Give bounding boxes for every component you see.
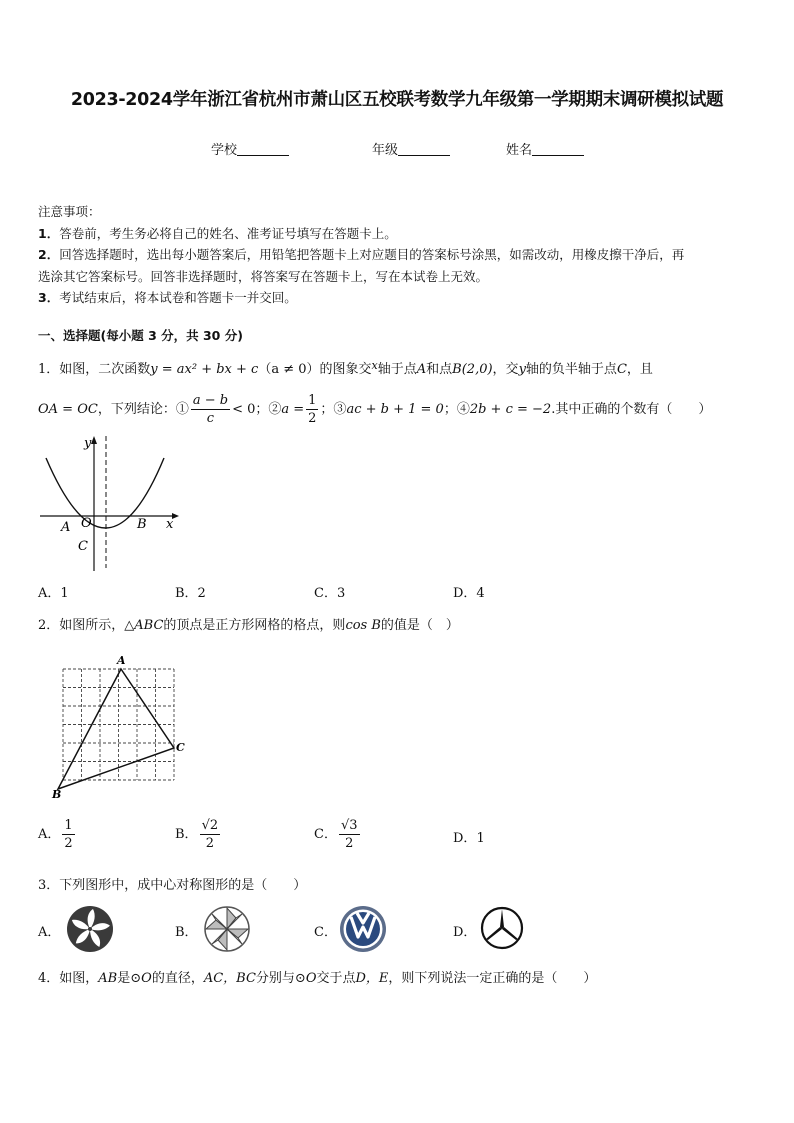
graph-label-O: O: [81, 516, 92, 531]
name-blank: [532, 142, 584, 156]
y-axis-arrow: [91, 436, 97, 444]
graph-label-x: x: [166, 517, 174, 532]
q3-option-c-label: C．: [314, 925, 337, 940]
pinwheel-icon: [203, 905, 251, 953]
q1-line2: OA = OC，下列结论：① $\frac{a - b}{c}$ < 0；②a = $\frac{1}{2}$ ；③ac + b + 1 = 0；④2b + c = −2.其中正确的个数有（ ）: [38, 393, 712, 426]
note-1: 1．答卷前，考生务必将自己的姓名、准考证号填写在答题卡上。: [38, 225, 397, 241]
q2-option-d: D．1: [453, 831, 485, 846]
note-2a: 2．回答选择题时，选出每小题答案后，用铅笔把答题卡上对应题目的答案标号涂黑，如需改动，用橡皮擦干净后，再: [38, 247, 685, 262]
volkswagen-logo-icon: [339, 905, 387, 953]
vertex-label-C: C: [176, 741, 185, 754]
vertex-label-A: A: [117, 654, 126, 667]
graph-label-B: B: [137, 517, 147, 532]
q3-line1: 3．下列图形中，成中心对称图形的是（ ）: [38, 878, 307, 893]
q2-line1: 2．如图所示，△ABC的顶点是正方形网格的格点，则cos B的值是（ ）: [38, 618, 459, 633]
q1-option-c: C．3: [314, 586, 346, 601]
triangle-abc: [58, 669, 174, 789]
graph-label-y: y: [84, 436, 92, 451]
mercedes-logo-icon: [479, 905, 525, 951]
notes-heading: 注意事项：: [38, 204, 101, 219]
q2-option-c: C． $\frac{√3}{2}$: [314, 818, 358, 851]
q1-option-d: D．4: [453, 586, 485, 601]
school-field: [211, 139, 289, 158]
q3-option-a-label: A．: [38, 925, 61, 940]
grade-blank: [398, 142, 450, 156]
name-field: [506, 139, 584, 158]
note-3: 3．考试结束后，将本试卷和答题卡一并交回。: [38, 290, 297, 305]
q1-option-b: B．2: [175, 586, 206, 601]
q2-option-a: A． $\frac{1}{2}$: [38, 818, 73, 851]
bauhinia-emblem-icon: [66, 905, 114, 953]
notes-block: [38, 201, 758, 309]
q4-line1: 4．如图，AB是⊙O的直径，AC，BC分别与⊙O交于点D，E，则下列说法一定正确的是（ ）: [38, 971, 597, 986]
school-label: 学校: [211, 143, 238, 158]
q1-fraction-half: $\frac{1}{2}$: [308, 393, 317, 426]
vertex-label-B: B: [52, 788, 62, 801]
q1-fraction-1: $\frac{a - b}{c}$: [192, 393, 229, 426]
grade-field: [372, 139, 450, 158]
q2-grid-triangle-figure: [50, 652, 200, 802]
grade-label: 年级: [372, 143, 399, 158]
graph-label-A: A: [61, 520, 71, 535]
q3-option-b-label: B．: [175, 925, 198, 940]
section-title: 一、选择题(每小题 3 分，共 30 分): [38, 328, 243, 343]
q1-option-a: A．1: [38, 586, 69, 601]
q3-option-d-label: D．: [453, 925, 477, 940]
graph-label-C: C: [78, 539, 88, 554]
q1-parabola-figure: [36, 432, 186, 574]
page-title: 2023-2024学年浙江省杭州市萧山区五校联考数学九年级第一学期期末调研模拟试题: [70, 90, 724, 110]
note-2b: 选涂其它答案标号。回答非选择题时，将答案写在答题卡上，写在本试卷上无效。: [38, 268, 489, 284]
school-blank: [237, 142, 289, 156]
q2-option-b: B． $\frac{√2}{2}$: [175, 818, 219, 851]
q1-line1: 1．如图，二次函数y = ax² + bx + c（a ≠ 0）的图象交$^x$轴于点A和点B(2,0)，交y轴的负半轴于点C，且: [38, 359, 653, 377]
name-label: 姓名: [506, 143, 533, 158]
